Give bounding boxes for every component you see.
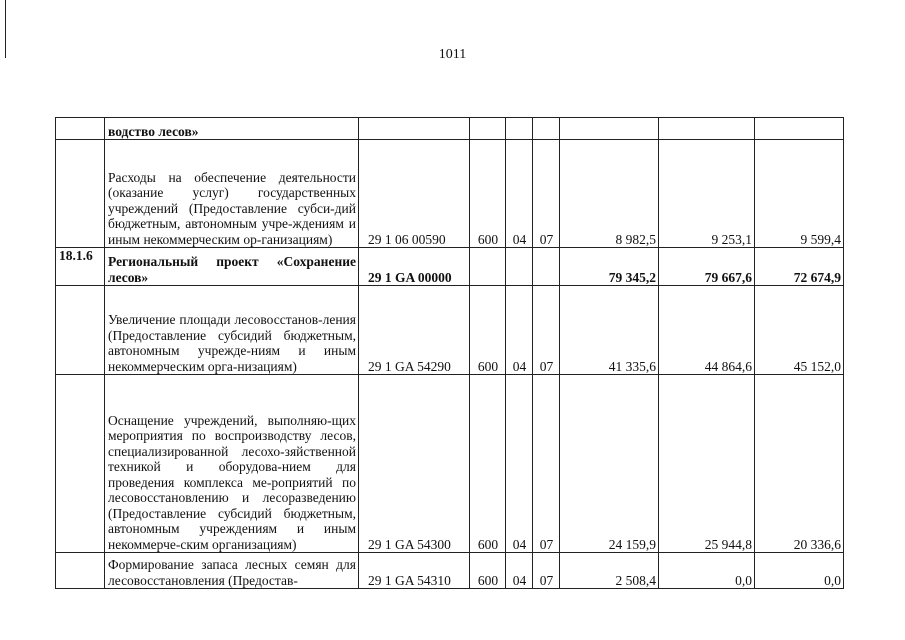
amount-year3-cell: 20 336,6 (755, 375, 844, 553)
page-number: 1011 (438, 47, 467, 62)
table-row (56, 286, 844, 375)
table-row (56, 553, 844, 589)
section-code-cell: 04 (506, 553, 533, 589)
table-row (56, 248, 844, 286)
subsection-code-cell (533, 248, 560, 286)
section-number-cell: 18.1.6 (56, 248, 105, 286)
expense-name-cell: Региональный проект «Сохранение лесов» (105, 248, 359, 286)
subsection-code-cell: 07 (533, 286, 560, 375)
amount-year3-cell: 9 599,4 (755, 140, 844, 248)
target-code-cell: 29 1 GA 54300 (359, 375, 470, 553)
subsection-code-cell: 07 (533, 553, 560, 589)
amount-year2-cell (659, 118, 755, 140)
expense-type-cell: 600 (470, 286, 506, 375)
expense-name-cell: водство лесов» (105, 118, 359, 140)
amount-year2-cell: 9 253,1 (659, 140, 755, 248)
amount-year1-cell (560, 118, 659, 140)
amount-year2-cell: 25 944,8 (659, 375, 755, 553)
amount-year1-cell: 8 982,5 (560, 140, 659, 248)
section-number-cell (56, 286, 105, 375)
target-code-cell: 29 1 GA 00000 (359, 248, 470, 286)
section-code-cell: 04 (506, 286, 533, 375)
expense-type-cell: 600 (470, 140, 506, 248)
subsection-code-cell: 07 (533, 375, 560, 553)
expense-type-cell (470, 248, 506, 286)
section-number-cell (56, 553, 105, 589)
expense-name-cell: Увеличение площади лесовосстанов-ления (Предоставление субсидий бюджетным, автономным учрежде-ниям и иным некоммерческим орга-низациям) (105, 286, 359, 375)
amount-year3-cell (755, 118, 844, 140)
amount-year1-cell: 24 159,9 (560, 375, 659, 553)
expense-type-cell (470, 118, 506, 140)
target-code-cell: 29 1 GA 54310 (359, 553, 470, 589)
section-number-cell (56, 140, 105, 248)
section-number-cell (56, 118, 105, 140)
amount-year3-cell: 45 152,0 (755, 286, 844, 375)
expense-name-cell: Расходы на обеспечение деятельности (оказание услуг) государственных учреждений (Предоставление субси-дий бюджетным, автономным учре-ждениям и иным некоммерческим ор-ганизациям) (105, 140, 359, 248)
section-code-cell: 04 (506, 140, 533, 248)
amount-year1-cell: 2 508,4 (560, 553, 659, 589)
expense-name-cell: Оснащение учреждений, выполняю-щих мероприятия по воспроизводству лесов, специализированной лесохо-зяйственной техникой и оборудова-нием для проведения комплекса ме-роприятий по лесовосстановлению и лесоразведению (Предоставление субсидий бюджетным, автономным учреждениям и иным некоммерче-ским организациям) (105, 375, 359, 553)
amount-year1-cell: 41 335,6 (560, 286, 659, 375)
amount-year3-cell: 0,0 (755, 553, 844, 589)
target-code-cell: 29 1 GA 54290 (359, 286, 470, 375)
subsection-code-cell: 07 (533, 140, 560, 248)
section-code-cell (506, 248, 533, 286)
budget-table (55, 117, 844, 589)
expense-type-cell: 600 (470, 553, 506, 589)
amount-year2-cell: 0,0 (659, 553, 755, 589)
amount-year3-cell: 72 674,9 (755, 248, 844, 286)
table-row (56, 375, 844, 553)
table-row (56, 118, 844, 140)
subsection-code-cell (533, 118, 560, 140)
amount-year1-cell: 79 345,2 (560, 248, 659, 286)
amount-year2-cell: 44 864,6 (659, 286, 755, 375)
target-code-cell (359, 118, 470, 140)
amount-year2-cell: 79 667,6 (659, 248, 755, 286)
section-code-cell: 04 (506, 375, 533, 553)
target-code-cell: 29 1 06 00590 (359, 140, 470, 248)
section-code-cell (506, 118, 533, 140)
expense-name-cell: Формирование запаса лесных семян для лесовосстановления (Предостав- (105, 553, 359, 589)
table-row (56, 140, 844, 248)
section-number-cell (56, 375, 105, 553)
expense-type-cell: 600 (470, 375, 506, 553)
